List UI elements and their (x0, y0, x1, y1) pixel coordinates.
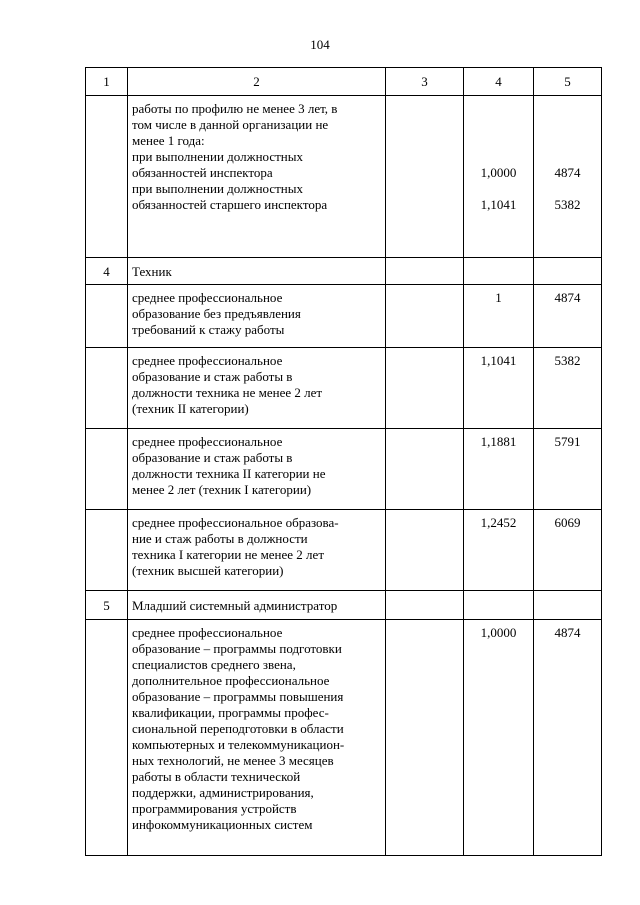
row-col3 (386, 510, 464, 591)
row-col3 (386, 348, 464, 429)
row-col3 (386, 96, 464, 258)
row-coefficient: 1 (464, 285, 534, 348)
row-coefficient: 1,1041 (464, 348, 534, 429)
row-description: среднее профессиональное образование и стаж работы в должности техника не менее 2 лет (техник II категории) (128, 348, 386, 429)
row-salary: 4874 (534, 620, 602, 856)
salary-table (85, 67, 602, 856)
table-header-row (86, 68, 602, 96)
section-row (86, 258, 602, 285)
row-number: 5 (86, 591, 128, 620)
row-coefficient (464, 591, 534, 620)
row-salary: 6069 (534, 510, 602, 591)
row-col3 (386, 285, 464, 348)
row-description: среднее профессиональное образование и стаж работы в должности техника II категории не менее 2 лет (техник I категории) (128, 429, 386, 510)
row-coefficient: 1,0000 1,1041 (464, 96, 534, 258)
table-row (86, 348, 602, 429)
row-salary (534, 591, 602, 620)
row-number (86, 285, 128, 348)
table-row (86, 285, 602, 348)
section-title: Техник (128, 258, 386, 285)
row-number: 4 (86, 258, 128, 285)
row-salary: 4874 (534, 285, 602, 348)
row-coefficient: 1,0000 (464, 620, 534, 856)
table-row (86, 620, 602, 856)
row-salary: 5791 (534, 429, 602, 510)
row-salary: 5382 (534, 348, 602, 429)
header-cell-3: 3 (386, 68, 464, 96)
row-description: среднее профессиональное образование – программы подготовки специалистов среднего звена, дополнительное профессиональное образование – программы повышения квалификации, программы профес- сиональной переподготовки в области компьютерных и телекоммуникацион- ных технологий, не менее 3 месяцев работы в области технической поддержки, администрирования, программирования устройств инфокоммуникационных систем (128, 620, 386, 856)
row-description: среднее профессиональное образование без предъявления требований к стажу работы (128, 285, 386, 348)
row-number (86, 620, 128, 856)
page-number: 104 (310, 37, 330, 52)
row-number (86, 96, 128, 258)
header-cell-1: 1 (86, 68, 128, 96)
row-col3 (386, 620, 464, 856)
header-cell-5: 5 (534, 68, 602, 96)
section-row (86, 591, 602, 620)
row-number (86, 510, 128, 591)
row-description: работы по профилю не менее 3 лет, в том числе в данной организации не менее 1 года: при выполнении должностных обязанностей инспектора при выполнении должностных обязанностей старшего инспектора (128, 96, 386, 258)
row-col3 (386, 429, 464, 510)
row-col3 (386, 258, 464, 285)
row-salary: 4874 5382 (534, 96, 602, 258)
header-cell-4: 4 (464, 68, 534, 96)
section-title: Младший системный администратор (128, 591, 386, 620)
row-coefficient: 1,1881 (464, 429, 534, 510)
table-row (86, 510, 602, 591)
header-cell-2: 2 (128, 68, 386, 96)
row-number (86, 348, 128, 429)
row-description: среднее профессиональное образова- ние и стаж работы в должности техника I категории не менее 2 лет (техник высшей категории) (128, 510, 386, 591)
table-row (86, 429, 602, 510)
row-salary (534, 258, 602, 285)
row-coefficient (464, 258, 534, 285)
row-col3 (386, 591, 464, 620)
row-coefficient: 1,2452 (464, 510, 534, 591)
table-row (86, 96, 602, 258)
row-number (86, 429, 128, 510)
